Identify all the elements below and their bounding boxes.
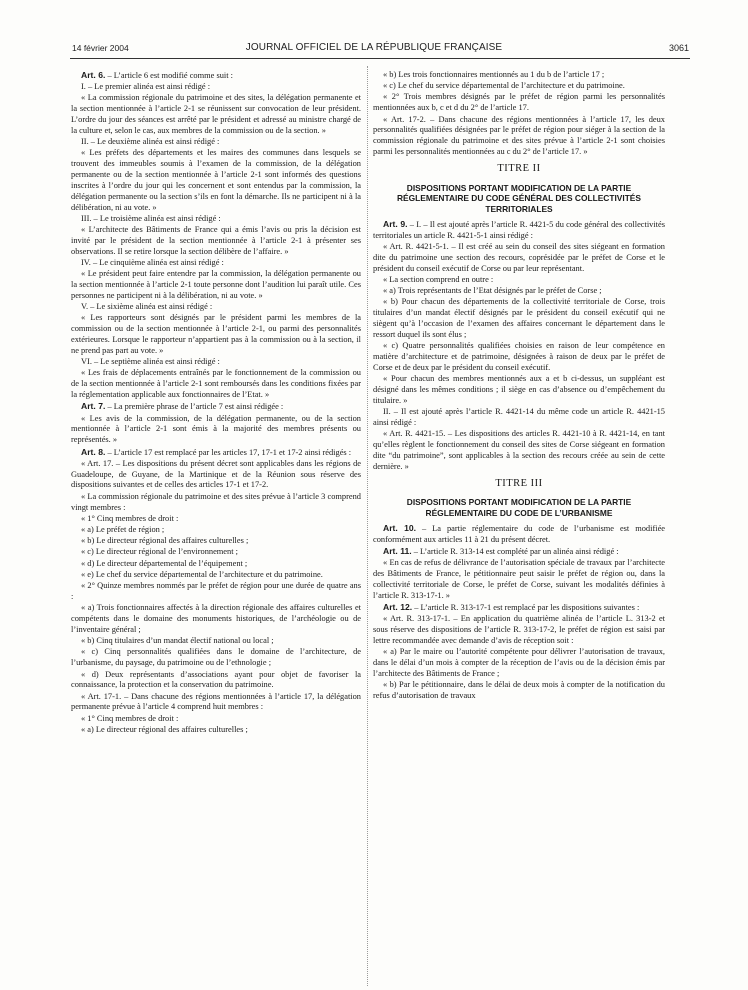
paragraph: I. – Le premier alinéa est ainsi rédigé : — [81, 82, 211, 92]
section-heading: DISPOSITIONS PORTANT MODIFICATION DE LA PARTIE RÉGLEMENTAIRE DU CODE DE L’URBANISME — [406, 497, 632, 518]
quoted-paragraph: « Art. 17. – Les dispositions du présent décret sont applicables dans les régions de Guadeloupe, de Guyane, de la Martinique et de la Réunion sous réserve des dispositions suivantes et de celles des articles 17-1 et 17-2. — [71, 458, 361, 490]
list-item: « 2° Quinze membres nommés par le préfet de région pour une durée de quatre ans : — [71, 581, 361, 602]
article-11: Art. 11. – L’article R. 313-14 est complété par un alinéa ainsi rédigé : — [383, 546, 619, 557]
list-item: « c) Quatre personnalités qualifiées choisies en raison de leur compétence en matière d’architecture et de patrimoine, désignées à raison de deux par le préfet de Corse et de deux par le président du conseil exécutif. — [373, 341, 665, 372]
column-divider — [367, 66, 368, 986]
article-label: Art. 8. — [81, 446, 106, 457]
list-item: « e) Le chef du service départemental de l’architecture et du patrimoine. — [81, 569, 323, 579]
list-item: « a) Le directeur régional des affaires culturelles ; — [81, 724, 248, 734]
list-item: « a) Le préfet de région ; — [81, 525, 165, 535]
quoted-paragraph: « Art. 17-1. – Dans chacune des régions mentionnées à l’article 17, la délégation permanente prévue à l’article 4 comprend huit membres : — [71, 691, 361, 712]
quoted-paragraph: « Les préfets des départements et les maires des communes dans lesquels se trouvent des immeubles soumis à l’examen de la commission, de la délégation permanente ou de la section mentionnée à l’article 2-1 sont informés des questions inscrites à l’ordre du jour qui les concernent et sont entendus par la commission, la délégation permanente ou la section s’ils en font la démarche. Ils ne participent ni à la délibération, ni au vote. » — [71, 148, 361, 212]
article-6: Art. 6. – L’article 6 est modifié comme suit : — [81, 70, 233, 80]
article-9: Art. 9. – I. – Il est ajouté après l’article R. 4421-5 du code général des collectivités territoriales un article R. 4421-5-1 ainsi rédigé : — [373, 218, 665, 240]
right-column — [373, 70, 665, 985]
left-column — [71, 70, 361, 985]
list-item: « 2° Trois membres désignés par le préfet de région parmi les personnalités mentionnées aux b, c et d du 2° de l’article 17. — [373, 92, 665, 113]
list-item: « b) Pour chacun des départements de la collectivité territoriale de Corse, trois titulaires d’un mandat électif désignés par le président du conseil exécutif qui ne siègent qu’à l’occasion de l’examen des affaires concernant le département dans le ressort duquel ils sont élus ; — [373, 297, 665, 339]
list-item: « b) Cinq titulaires d’un mandat électif national ou local ; — [81, 636, 274, 646]
quoted-paragraph: « Pour chacun des membres mentionnés aux a et b ci-dessus, un suppléant est désigné dans les mêmes conditions ; il siège en cas d’absence ou d’empêchement du titulaire. » — [373, 374, 665, 405]
list-item: « 1° Cinq membres de droit : — [81, 713, 179, 723]
article-label: Art. 6. — [81, 70, 106, 80]
list-item: « a) Trois représentants de l’Etat désignés par le préfet de Corse ; — [383, 286, 602, 296]
header-rule — [70, 58, 690, 59]
quoted-paragraph: « Art. R. 4421-5-1. – Il est créé au sein du conseil des sites siégeant en formation dite du patrimoine une section des recours, coprésidée par le préfet de Corse et le président du conseil exécutif de Corse ou par leur représentant. — [373, 242, 665, 273]
paragraph: VI. – Le septième alinéa est ainsi rédigé : — [81, 357, 220, 367]
quoted-paragraph: « Les avis de la commission, de la délégation permanente, ou de la section mentionnée à l’article 2-1 sont émis à la majorité des membres présents ou représentés. » — [71, 413, 361, 445]
quoted-paragraph: « La commission régionale du patrimoine et des sites prévue à l’article 3 comprend vingt membres : — [71, 491, 361, 512]
paragraph: II. – Le deuxième alinéa est ainsi rédigé : — [81, 137, 220, 147]
paragraph: II. – Il est ajouté après l’article R. 4421-14 du même code un article R. 4421-15 ainsi rédigé : — [373, 407, 665, 427]
quoted-paragraph: « Art. R. 313-17-1. – En application du quatrième alinéa de l’article L. 313-2 et sous réserve des dispositions de l’article R. 313-17-2, le préfet de région est saisi par lettre recommandée avec demande d’avis de réception soit : — [373, 614, 665, 646]
quoted-paragraph: « L’architecte des Bâtiments de France qui a émis l’avis ou pris la décision est invité par le président de la section mentionnée à l’article 2-1 à présenter ses observations. Il se retire lorsque la section délibère de l’affaire. » — [71, 225, 361, 256]
article-label: Art. 9. — [383, 218, 408, 229]
list-item: « d) Deux représentants d’associations ayant pour objet de favoriser la connaissance, la protection et la conservation du patrimoine. — [71, 669, 361, 690]
list-item: « c) Le directeur régional de l’environnement ; — [81, 547, 238, 557]
list-item: « 1° Cinq membres de droit : — [81, 513, 179, 523]
article-8: Art. 8. – L’article 17 est remplacé par les articles 17, 17-1 et 17-2 ainsi rédigés : — [81, 446, 352, 457]
section-heading: DISPOSITIONS PORTANT MODIFICATION DE LA PARTIE RÉGLEMENTAIRE DU CODE GÉNÉRAL DES COLLECTIVITÉS TERRITORIALES — [397, 182, 641, 214]
article-7: Art. 7. – La première phrase de l’article 7 est ainsi rédigée : — [81, 401, 284, 412]
paragraph: IV. – Le cinquième alinéa est ainsi rédigé : — [81, 258, 224, 268]
quoted-paragraph: « Les rapporteurs sont désignés par le président parmi les membres de la commission ou de la section mentionnée à l’article 2-1, ou parmi des personnalités extérieures. Lorsque le rapporteur n’appartient pas à la commission ou à la section, il ne prend pas part au vote. » — [71, 313, 361, 355]
list-item: « d) Le directeur départemental de l’équipement ; — [81, 558, 248, 568]
section-title: TITRE III — [495, 477, 543, 489]
list-item: « a) Trois fonctionnaires affectés à la direction régionale des affaires culturelles et compétents dans le domaine des monuments historiques, de l’archéologie ou de l’inventaire général ; — [71, 603, 361, 634]
list-item: « c) Le chef du service départemental de l’architecture et du patrimoine. — [383, 81, 625, 91]
list-item: « b) Par le pétitionnaire, dans le délai de deux mois à compter de la notification du refus d’autorisation de travaux — [373, 680, 665, 701]
journal-title: JOURNAL OFFICIEL DE LA RÉPUBLIQUE FRANÇAISE — [245, 42, 503, 53]
section-title: TITRE II — [497, 162, 541, 174]
page-number: 3061 — [668, 43, 689, 53]
quoted-paragraph: « Art. R. 4421-15. – Les dispositions des articles R. 4421-10 à R. 4421-14, en tant qu’elles règlent le fonctionnement du conseil des sites de Corse siégeant en formation dite “du patrimoine”, sont applicables à la section des recours créée au sein de cette dernière. » — [373, 429, 665, 471]
article-10: Art. 10. – La partie réglementaire du code de l’urbanisme est modifiée conformément aux articles 11 à 21 du présent décret. — [373, 523, 665, 545]
article-label: Art. 11. — [383, 546, 412, 557]
quoted-paragraph: « En cas de refus de délivrance de l’autorisation spéciale de travaux par l’architecte des Bâtiments de France, le pétitionnaire peut saisir le préfet de région ou, dans la collectivité territoriale de Corse, le préfet de Corse, suivant les modalités définies à l’article R. 313-17-1. » — [373, 558, 665, 601]
article-label: Art. 7. — [81, 401, 106, 412]
paragraph: III. – Le troisième alinéa est ainsi rédigé : — [81, 213, 221, 223]
paragraph: « La section comprend en outre : — [383, 274, 494, 284]
list-item: « b) Les trois fonctionnaires mentionnés au 1 du b de l’article 17 ; — [383, 70, 605, 79]
article-12: Art. 12. – L’article R. 313-17-1 est remplacé par les dispositions suivantes : — [383, 602, 640, 613]
list-item: « a) Par le maire ou l’autorité compétente pour délivrer l’autorisation de travaux, dans le délai d’un mois à compter de la réception de l’avis ou de la décision émis par l’architecte des Bâtiments de France ; — [373, 647, 665, 679]
article-label: Art. 12. — [383, 602, 413, 613]
paragraph: V. – Le sixième alinéa est ainsi rédigé : — [81, 302, 213, 312]
quoted-paragraph: « Le président peut faire entendre par la commission, la délégation permanente ou la section mentionnée à l’article 2-1 toute personne dont l’audition lui paraît utile. Ces personnes ne participent ni à la délibération, ni au vote. » — [71, 269, 361, 300]
article-label: Art. 10. — [383, 523, 417, 534]
quoted-paragraph: « Les frais de déplacements entraînés par le fonctionnement de la commission ou de la section mentionnée à l’article 2-1 sont remboursés dans les conditions fixées par la réglementation applicable aux fonctionnaires de l’Etat. » — [71, 368, 361, 400]
quoted-paragraph: « La commission régionale du patrimoine et des sites, la délégation permanente et la section mentionnée à l’article 2-1 se réunissent sur convocation de leur président. L’ordre du jour des séances est arrêté par le président et adressé au ministre chargé de la culture et, selon le cas, aux membres de la commission ou de la section. » — [71, 93, 361, 135]
list-item: « b) Le directeur régional des affaires culturelles ; — [81, 536, 249, 546]
list-item: « c) Cinq personnalités qualifiées dans le domaine de l’architecture, de l’urbanisme, du paysage, du patrimoine ou de l’ethnologie ; — [71, 647, 361, 668]
page-header — [0, 0, 748, 60]
publication-date: 14 février 2004 — [72, 43, 129, 53]
quoted-paragraph: « Art. 17-2. – Dans chacune des régions mentionnées à l’article 17, les deux personnalités qualifiées désignées par le préfet de région pour siéger à la section de la commission régionale du patrimoine et des sites prévue à l’article 2-1 sont choisies parmi les personnalités mentionnées au c du 2° de l’article 17. » — [373, 114, 665, 157]
